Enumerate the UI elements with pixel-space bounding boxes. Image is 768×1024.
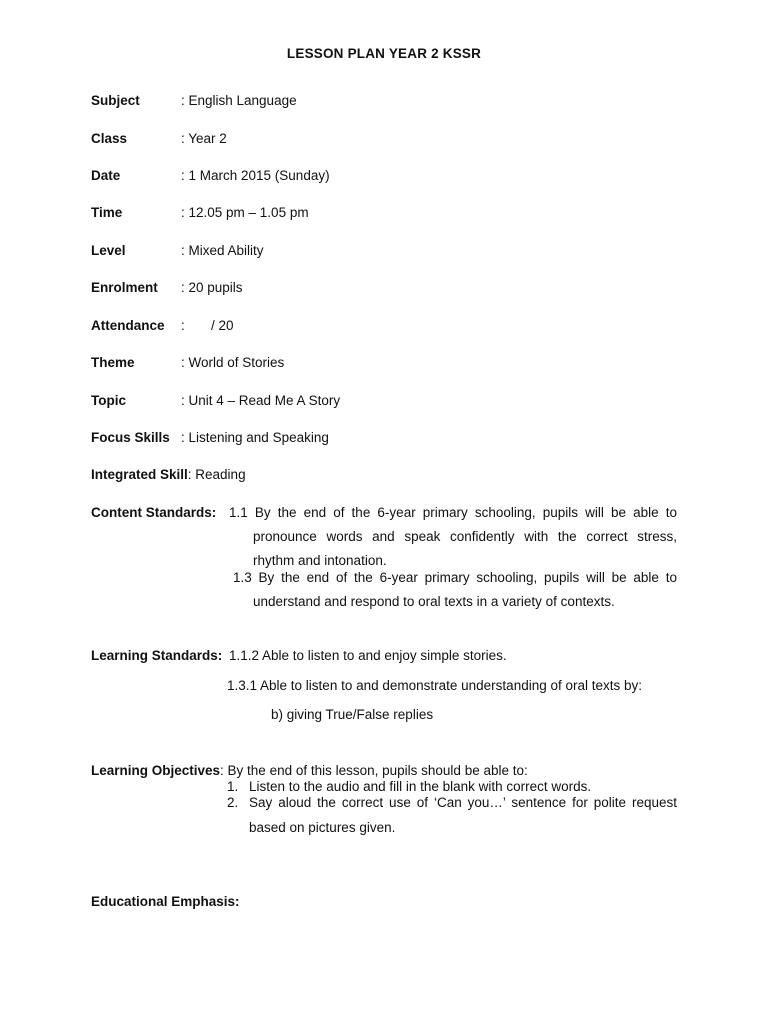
- field-topic: [91, 392, 340, 410]
- field-integrated-skill: [91, 466, 246, 484]
- content-standard-1-line-1: 1.1 By the end of the 6-year primary schooling, pupils will be able to: [229, 505, 677, 520]
- field-label: Subject: [91, 93, 140, 108]
- field-label: Topic: [91, 393, 126, 408]
- objective-2-text-continued: based on pictures given.: [249, 820, 396, 835]
- field-label: Focus Skills: [91, 430, 170, 445]
- field-label: Integrated Skill: [91, 467, 188, 482]
- field-label: Date: [91, 168, 121, 183]
- content-standard-2-line-1: 1.3 By the end of the 6-year primary schooling, pupils will be able to: [233, 570, 677, 585]
- field-date: [91, 167, 330, 185]
- field-level: [91, 242, 264, 260]
- content-standard-2-line-2: understand and respond to oral texts in a variety of contexts.: [253, 594, 615, 609]
- field-value: : Listening and Speaking: [181, 430, 329, 445]
- field-value: : Mixed Ability: [181, 243, 264, 258]
- field-class: [91, 130, 227, 148]
- field-label: Time: [91, 205, 123, 220]
- learning-standard-2: 1.3.1 Able to listen to and demonstrate understanding of oral texts by:: [227, 678, 643, 693]
- field-value: : 1 March 2015 (Sunday): [181, 168, 330, 183]
- learning-standard-1: 1.1.2 Able to listen to and enjoy simple stories.: [229, 648, 507, 663]
- learning-objectives-intro: : By the end of this lesson, pupils should be able to:: [220, 763, 528, 778]
- learning-standards-label: Learning Standards:: [91, 648, 223, 663]
- learning-standard-2-sub: b) giving True/False replies: [271, 707, 434, 722]
- field-value: : 20 pupils: [181, 280, 243, 295]
- page-title: LESSON PLAN YEAR 2 KSSR: [286, 46, 482, 61]
- objective-1-text: Listen to the audio and fill in the blank with correct words.: [249, 779, 592, 794]
- field-attendance: [91, 317, 234, 335]
- field-subject: [91, 92, 297, 110]
- field-value: : Year 2: [181, 131, 227, 146]
- learning-objectives-label: Learning Objectives: [91, 763, 221, 778]
- field-label: Enrolment: [91, 280, 158, 295]
- field-value: : English Language: [181, 93, 297, 108]
- field-label: Theme: [91, 355, 135, 370]
- content-standards-label: Content Standards:: [91, 505, 217, 520]
- field-enrolment: [91, 279, 243, 297]
- field-time: [91, 204, 309, 222]
- field-label: Level: [91, 243, 126, 258]
- content-standard-1-line-2: pronounce words and speak confidently with the correct stress,: [253, 529, 677, 544]
- field-value: : World of Stories: [181, 355, 285, 370]
- field-value: : / 20: [181, 318, 234, 333]
- field-value: : Unit 4 – Read Me A Story: [181, 393, 341, 408]
- educational-emphasis-label: Educational Emphasis:: [91, 894, 240, 909]
- objective-2-number: 2.: [227, 795, 239, 810]
- objective-1-number: 1.: [227, 779, 239, 794]
- objective-2-text: Say aloud the correct use of ‘Can you…’ sentence for polite request: [249, 795, 677, 810]
- content-standard-1-line-3: rhythm and intonation.: [253, 553, 387, 568]
- field-value: : Reading: [187, 467, 246, 482]
- field-value: : 12.05 pm – 1.05 pm: [181, 205, 309, 220]
- field-label: Class: [91, 131, 128, 146]
- field-theme: [91, 354, 284, 372]
- field-focus-skills: [91, 429, 329, 447]
- field-label: Attendance: [91, 318, 165, 333]
